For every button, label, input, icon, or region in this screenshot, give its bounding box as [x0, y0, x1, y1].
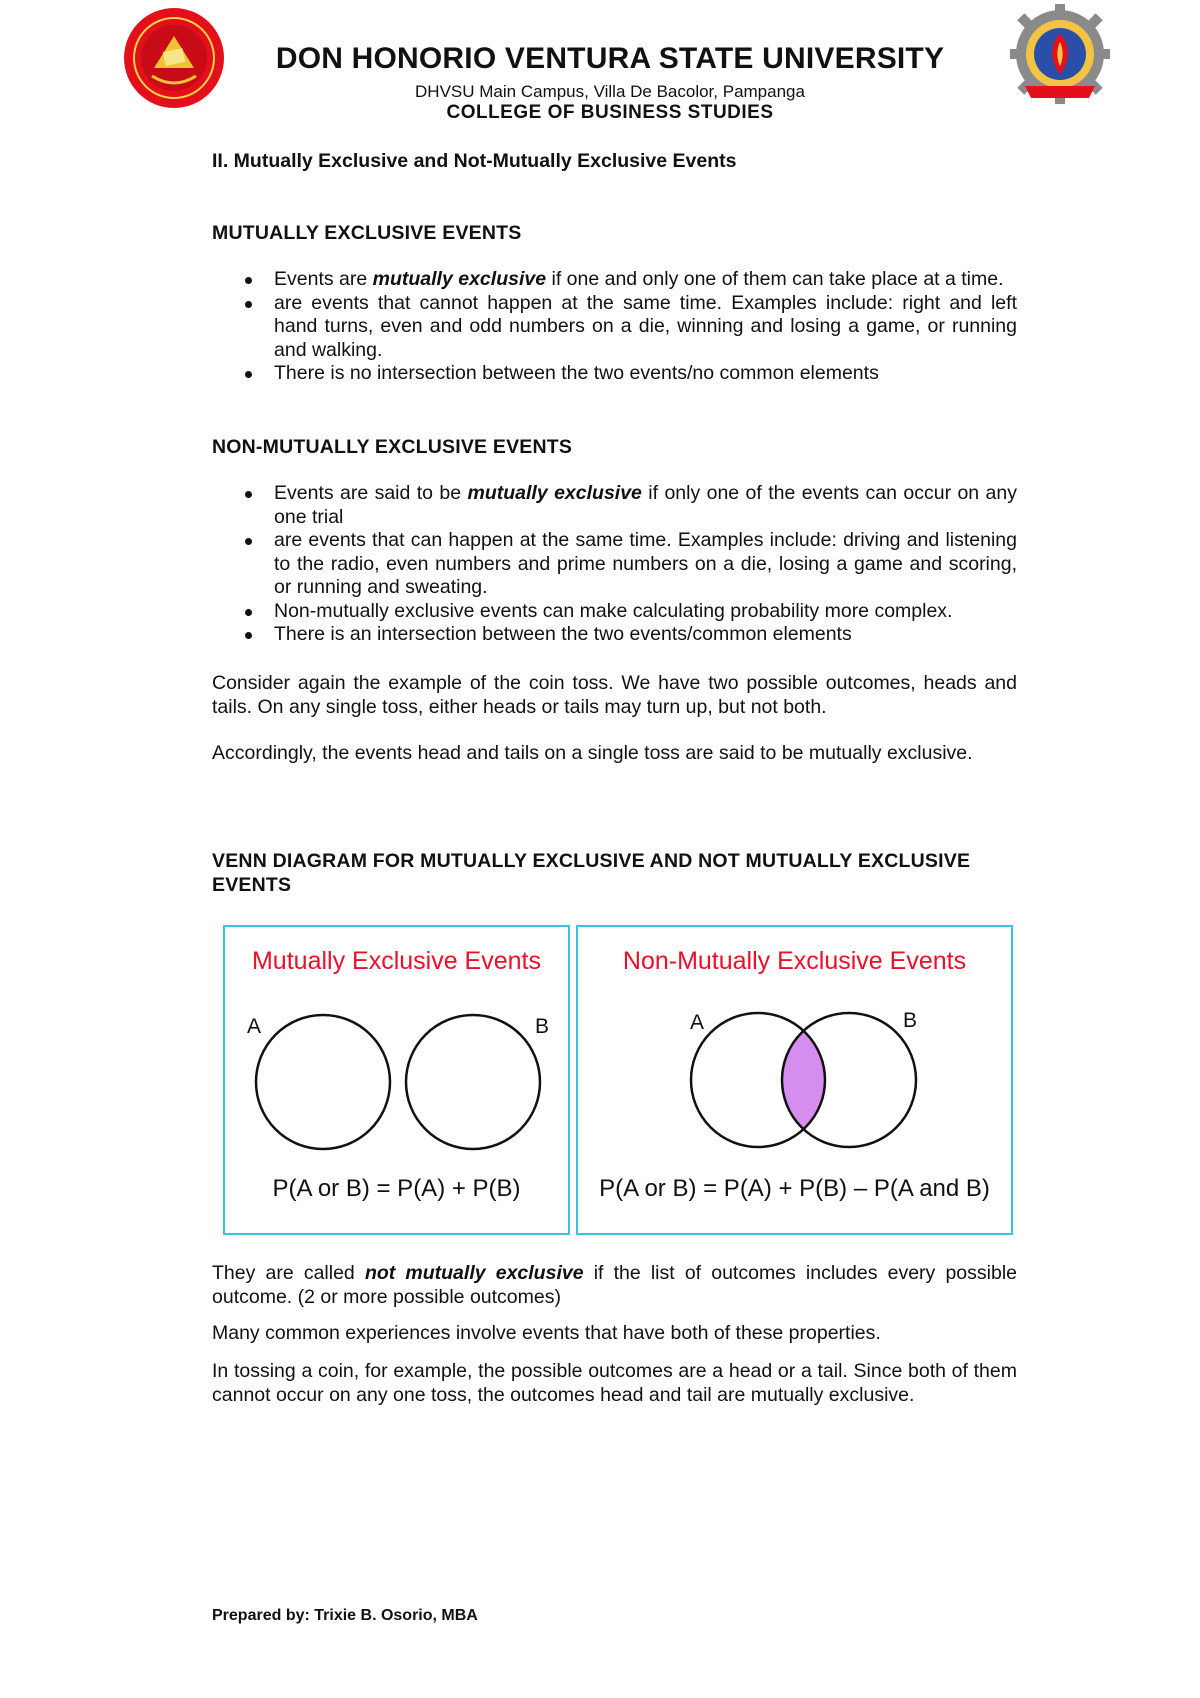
list-item: There is an intersection between the two events/common elements	[212, 623, 1017, 647]
non-mutually-exclusive-heading: NON-MUTUALLY EXCLUSIVE EVENTS	[212, 436, 573, 458]
accordingly-paragraph: Accordingly, the events head and tails on a single toss are said to be mutually exclusive.	[212, 742, 973, 764]
venn-box-non-mutually-exclusive	[576, 925, 1013, 1235]
venn-title-non-mutually-exclusive: Non-Mutually Exclusive Events	[622, 947, 967, 975]
label-a: A	[690, 1011, 705, 1034]
label-a: A	[247, 1015, 262, 1038]
circle-a	[256, 1015, 390, 1149]
university-name: DON HONORIO VENTURA STATE UNIVERSITY	[275, 42, 945, 75]
prepared-by-footer: Prepared by: Trixie B. Osorio, MBA	[212, 1607, 478, 1624]
venn-title-mutually-exclusive: Mutually Exclusive Events	[251, 947, 541, 975]
list-item: Non-mutually exclusive events can make calculating probability more complex.	[212, 600, 1017, 624]
coin-toss-paragraph: Consider again the example of the coin toss. We have two possible outcomes, heads and tails. On any single toss, either heads or tails may turn up, but not both.	[212, 672, 1017, 718]
venn-heading: VENN DIAGRAM FOR MUTUALLY EXCLUSIVE AND NOT MUTUALLY EXCLUSIVE EVENTS	[212, 850, 971, 896]
section-title: II. Mutually Exclusive and Not-Mutually Exclusive Events	[212, 150, 737, 172]
list-item: There is no intersection between the two events/no common elements	[212, 362, 1017, 386]
campus-address: DHVSU Main Campus, Villa De Bacolor, Pampanga	[415, 82, 805, 101]
college-name: COLLEGE OF BUSINESS STUDIES	[446, 102, 774, 123]
list-item: Events are mutually exclusive if one and only one of them can take place at a time.	[212, 268, 1017, 292]
venn-box-mutually-exclusive	[223, 925, 570, 1235]
circle-b	[406, 1015, 540, 1149]
list-item: are events that cannot happen at the same time. Examples include: right and left hand turns, even and odd numbers on a die, winning and losing a game, or running and walking.	[212, 292, 1017, 363]
common-experiences-paragraph: Many common experiences involve events that have both of these properties.	[212, 1322, 881, 1344]
non-mutually-exclusive-list	[212, 482, 1017, 647]
mutually-exclusive-heading: MUTUALLY EXCLUSIVE EVENTS	[212, 222, 522, 244]
formula-mutually-exclusive: P(A or B) = P(A) + P(B)	[272, 1175, 521, 1202]
not-mutually-exclusive-paragraph: They are called not mutually exclusive if the list of outcomes includes every possible outcome. (2 or more possible outcomes)	[212, 1262, 1017, 1308]
coin-example-paragraph: In tossing a coin, for example, the possible outcomes are a head or a tail. Since both of them cannot occur on any one toss, the outcomes head and tail are mutually exclusive.	[212, 1360, 1017, 1406]
label-b: B	[535, 1015, 550, 1038]
list-item: are events that can happen at the same time. Examples include: driving and listening to the radio, even numbers and prime numbers on a die, losing a game and scoring, or running and sweating.	[212, 529, 1017, 600]
mutually-exclusive-list	[212, 268, 1017, 386]
college-gear-seal-icon	[1005, 4, 1115, 108]
university-seal-icon	[118, 6, 230, 110]
formula-non-mutually-exclusive: P(A or B) = P(A) + P(B) – P(A and B)	[599, 1175, 990, 1202]
label-b: B	[903, 1009, 918, 1032]
list-item: Events are said to be mutually exclusive if only one of the events can occur on any one trial	[212, 482, 1017, 529]
